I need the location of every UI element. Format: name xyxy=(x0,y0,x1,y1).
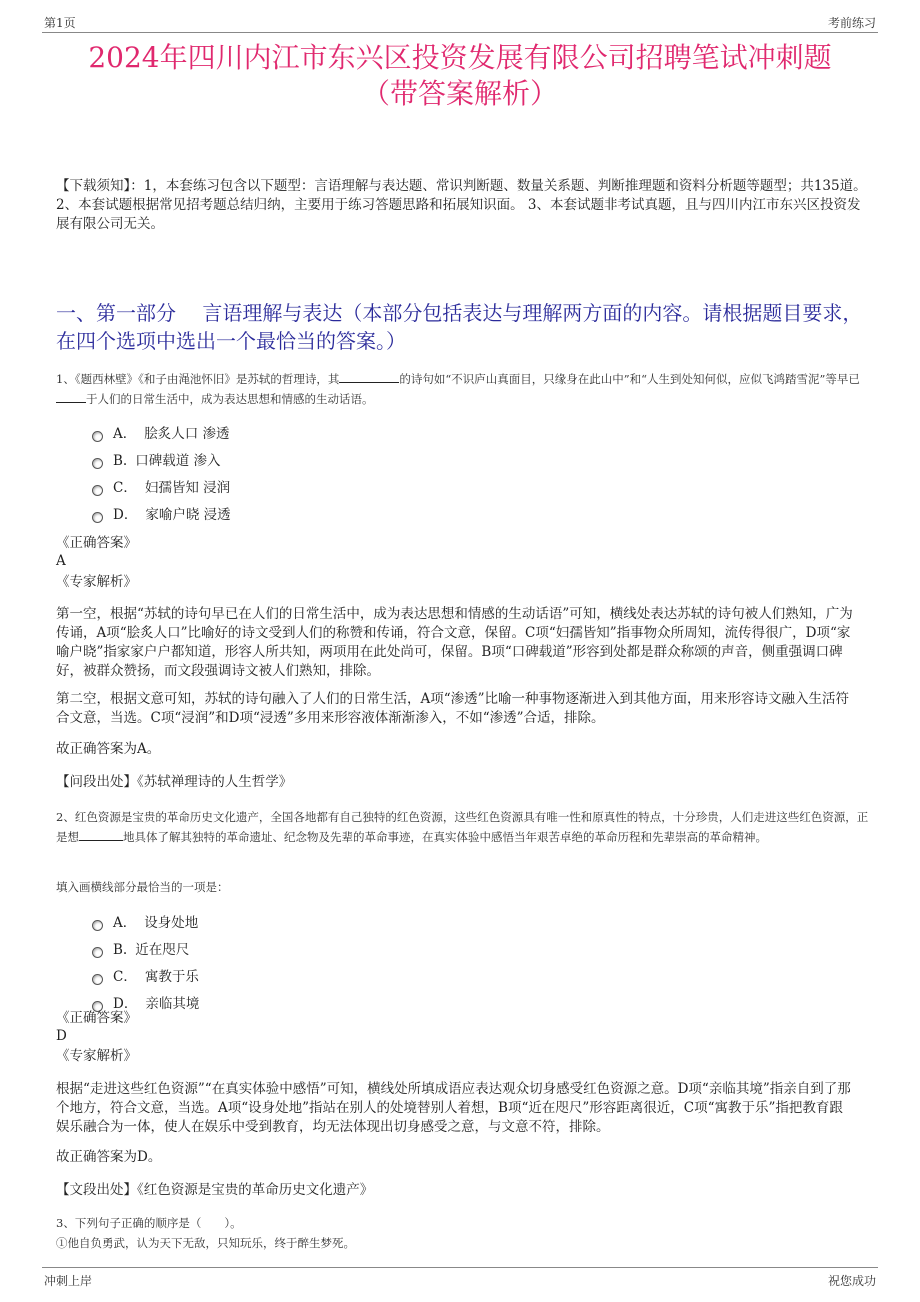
document-title xyxy=(40,40,880,112)
download-notice: 【下载须知】：1，本套练习包含以下题型：言语理解与表达题、常识判断题、数量关系题、判断推理题和资料分析题等题型；共135道。 2、本套试题根据常见招考题总结归纳，主要用于练习答题思路和拓展知识面。 3、本套试题非考试真题，且与四川内江市东兴区投资发展有限公司无关。 xyxy=(56,178,867,232)
option-text: 近在咫尺 xyxy=(135,942,190,958)
radio-icon[interactable] xyxy=(92,458,103,469)
question-2-prompt: 填入画横线部分最恰当的一项是： xyxy=(56,880,229,894)
question-3-text: 3、下列句子正确的顺序是（ ）。 xyxy=(56,1216,242,1230)
question-1-option-a[interactable] xyxy=(92,424,230,444)
option-text: 寓教于乐 xyxy=(144,969,199,985)
option-letter: A． xyxy=(113,915,137,931)
question-2-option-c[interactable] xyxy=(92,967,199,987)
question-1-analysis-paragraph-2: 第二空，根据文意可知，苏轼的诗句融入了人们的日常生活，A项“渗透”比喻一种事物逐渐进入到其他方面，用来形容诗文融入生活符合文意，当选。C项“浸润”和D项“浸透”多用来形容液体渐渐渗入，不如“渗透”合适，排除。 xyxy=(56,691,850,726)
question-1-conclusion: 故正确答案为A。 xyxy=(56,741,161,757)
question-1-text-part-2: 的诗句如“不识庐山真面目，只缘身在此山中”和“人生到处知何似，应似飞鸿踏雪泥”等早已 xyxy=(399,372,860,386)
question-1-answer: A xyxy=(56,553,66,569)
option-letter: B. xyxy=(113,453,128,469)
question-1-text-part-1: 1、《题西林壁》《和子由渑池怀旧》是苏轼的哲理诗，其 xyxy=(56,372,340,386)
section-heading: 一、第一部分 言语理解与表达（本部分包括表达与理解两方面的内容。请根据题目要求，在四个选项中选出一个最恰当的答案。） xyxy=(56,301,863,353)
option-letter: C． xyxy=(113,480,137,496)
option-letter: D． xyxy=(113,507,138,523)
title-line-1: 2024年四川内江市东兴区投资发展有限公司招聘笔试冲刺题 xyxy=(88,41,832,74)
question-1-text-part-3: 于人们的日常生活中，成为表达思想和情感的生动话语。 xyxy=(86,392,374,406)
question-2-answer-label: 《正确答案》 xyxy=(56,1010,137,1026)
option-letter: A． xyxy=(113,426,137,442)
question-2-text-part-1: 2、红色资源是宝贵的革命历史文化遗产，全国各地都有自己独特的红色资源，这些红色资源具有唯一性和原真性的特点，十分珍贵，人们走进这些红色资源，正是想 xyxy=(56,810,869,844)
question-2-text xyxy=(56,807,871,847)
footer-left-label: 冲刺上岸 xyxy=(44,1274,93,1288)
option-text: 口碑载道 渗入 xyxy=(135,453,221,469)
radio-icon[interactable] xyxy=(92,974,103,985)
question-1-text xyxy=(56,369,871,409)
question-1-blank-2 xyxy=(56,390,86,403)
question-1-option-c[interactable] xyxy=(92,478,230,498)
question-2-conclusion: 故正确答案为D。 xyxy=(56,1149,162,1165)
question-2-answer: D xyxy=(56,1028,67,1044)
header-right-label: 考前练习 xyxy=(827,16,876,30)
radio-icon[interactable] xyxy=(92,947,103,958)
question-1-analysis-paragraph-1: 第一空，根据“苏轼的诗句早已在人们的日常生活中，成为表达思想和情感的生动话语”可知，横线处表达苏轼的诗句被人们熟知，广为传诵，A项“脍炙人口”比喻好的诗文受到人们的称赞和传诵，符合文意，保留。C项“妇孺皆知”指事物众所周知，流传得很广，D项“家喻户晓”指家家户户都知道，形容人所共知，两项用在此处尚可，保留。B项“口碑载道”形容到处都是群众称颂的声音，侧重强调口碑好，被群众赞扬，而文段强调诗文被人们熟知，排除。 xyxy=(56,606,853,679)
radio-icon[interactable] xyxy=(92,431,103,442)
option-text: 设身处地 xyxy=(144,915,199,931)
title-line-2: （带答案解析） xyxy=(361,77,558,110)
option-text: 脍炙人口 渗透 xyxy=(144,426,230,442)
option-letter: B. xyxy=(113,942,128,958)
question-2-blank xyxy=(79,828,123,841)
question-3-item-1: ①他自负勇武，认为天下无敌，只知玩乐，终于醉生梦死。 xyxy=(56,1236,355,1250)
radio-icon[interactable] xyxy=(92,512,103,523)
question-2-analysis-paragraph: 根据“走进这些红色资源”“在真实体验中感悟”可知，横线处所填成语应表达观众切身感受红色资源之意。D项“亲临其境”指亲自到了那个地方，符合文意，当选。A项“设身处地”指站在别人的处境替别人着想，B项“近在咫尺”形容距离很近，C项“寓教于乐”指把教育跟娱乐融合为一体，使人在娱乐中受到教育，均无法体现出切身感受之意，与文意不符，排除。 xyxy=(56,1081,851,1135)
footer-divider xyxy=(42,1267,878,1268)
radio-icon[interactable] xyxy=(92,485,103,496)
question-1-option-d[interactable] xyxy=(92,505,231,525)
radio-icon[interactable] xyxy=(92,920,103,931)
footer-right-label: 祝您成功 xyxy=(827,1274,876,1288)
question-2-option-b[interactable] xyxy=(92,940,189,960)
question-1-blank-1 xyxy=(339,370,399,383)
question-1-option-b[interactable] xyxy=(92,451,221,471)
option-text: 妇孺皆知 浸润 xyxy=(144,480,231,496)
question-1-answer-label: 《正确答案》 xyxy=(56,535,137,551)
question-1-source: 【问段出处】《苏轼禅理诗的人生哲学》 xyxy=(56,774,293,790)
option-text: 亲临其境 xyxy=(145,996,200,1012)
question-2-analysis-label: 《专家解析》 xyxy=(56,1048,137,1064)
question-2-option-a[interactable] xyxy=(92,913,198,933)
option-letter: D． xyxy=(113,996,138,1012)
header-divider xyxy=(42,32,878,33)
option-text: 家喻户晓 浸透 xyxy=(145,507,231,523)
question-1-analysis-label: 《专家解析》 xyxy=(56,574,137,590)
page-number: 第1页 xyxy=(44,16,76,30)
option-letter: C． xyxy=(113,969,137,985)
question-2-source: 【文段出处】《红色资源是宝贵的革命历史文化遗产》 xyxy=(56,1182,374,1198)
question-2-text-part-2: 地具体了解其独特的革命遗址、纪念物及先辈的革命事迹，在真实体验中感悟当年艰苦卓绝的革命历程和先辈崇高的革命精神。 xyxy=(123,830,767,844)
